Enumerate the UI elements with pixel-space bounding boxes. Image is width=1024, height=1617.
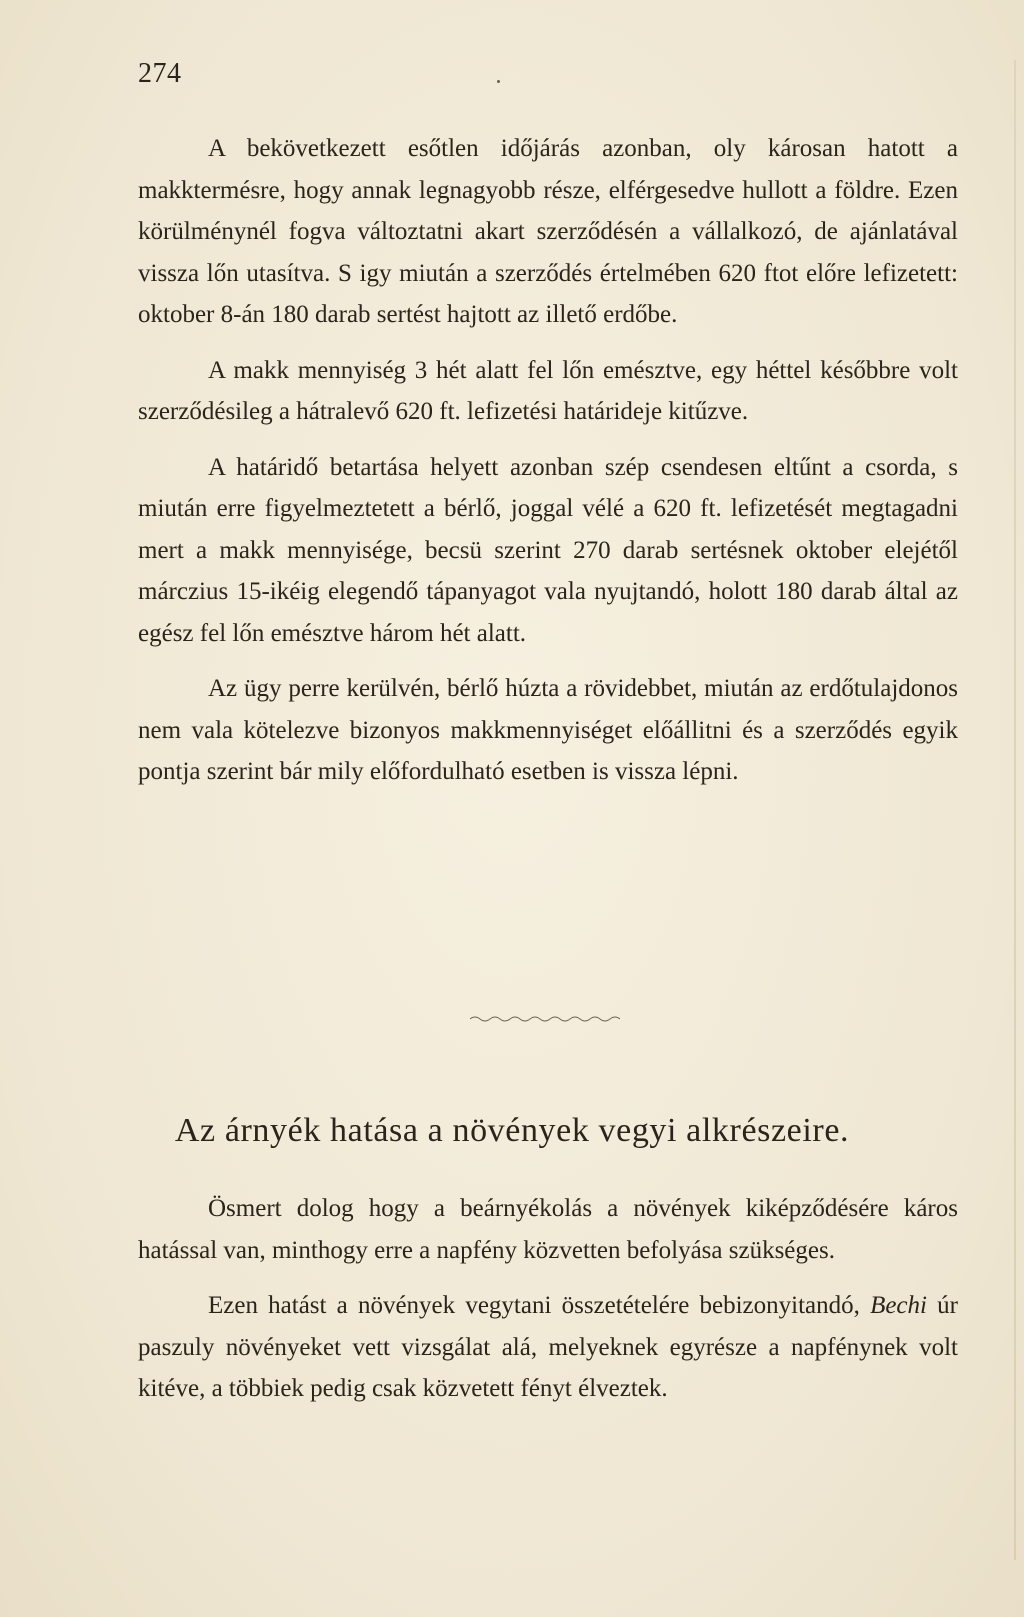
paragraph-1: A bekövetkezett esőtlen időjárás azonban, oly károsan hatott a makktermésre, hogy annak legnagyobb része, elférgesedve hullott a földre. Ezen körülménynél fogva változtatni akart szerződésén a vállalkozó, de ajánlatával vissza lőn utasítva. S igy miután a szerződés értelmében 620 ftot előre lefizetett: oktober 8-án 180 darab sertést hajtott az illető erdőbe. bbox=[138, 135, 958, 328]
ink-speck bbox=[497, 80, 500, 83]
section-divider-ornament bbox=[470, 1014, 620, 1024]
paragraph-6-lead: Ezen hatást a növények vegytani összetételére bebizonyitandó, bbox=[208, 1292, 860, 1319]
paragraph-5: Ösmert dolog hogy a beárnyékolás a növények kiképződésére káros hatással van, minthogy erre a napfény közvetten befolyása szükséges. bbox=[138, 1195, 958, 1264]
body-text-top bbox=[138, 128, 958, 807]
page-edge-shadow bbox=[1014, 60, 1016, 1560]
page-number: 274 bbox=[138, 58, 182, 89]
author-name-bechi: Bechi bbox=[870, 1292, 927, 1319]
paragraph-6-rest: úr paszuly növényeket vett vizsgálat alá, melyeknek egyrésze a napfénynek volt kitéve, a többiek pedig csak közvetett fényt élveztek. bbox=[138, 1292, 958, 1402]
body-text-bottom bbox=[138, 1188, 958, 1424]
paragraph-4: Az ügy perre kerülvén, bérlő húzta a rövidebbet, miután az erdőtulajdonos nem vala kötelezve bizonyos makkmennyiséget előállitni és a szerződés egyik pontja szerint bár mily előfordulható esetben is vissza lépni. bbox=[138, 675, 958, 785]
paragraph-2: A makk mennyiség 3 hét alatt fel lőn emésztve, egy héttel későbbre volt szerződésileg a hátralevő 620 ft. lefizetési határideje kitűzve. bbox=[138, 356, 958, 425]
paragraph-3: A határidő betartása helyett azonban szép csendesen eltűnt a csorda, s miután erre figyelmeztetett a bérlő, joggal vélé a 620 ft. lefizetését megtagadni mert a makk mennyisége, becsü szerint 270 darab sertésnek oktober elejétől márczius 15-ikéig elegendő tápanyagot vala nyujtandó, holott 180 darab által az egész fel lőn emésztve három hét alatt. bbox=[138, 453, 958, 647]
section-heading: Az árnyék hatása a növények vegyi alkrészeire. bbox=[174, 1112, 850, 1149]
paragraph-6 bbox=[138, 1285, 958, 1410]
